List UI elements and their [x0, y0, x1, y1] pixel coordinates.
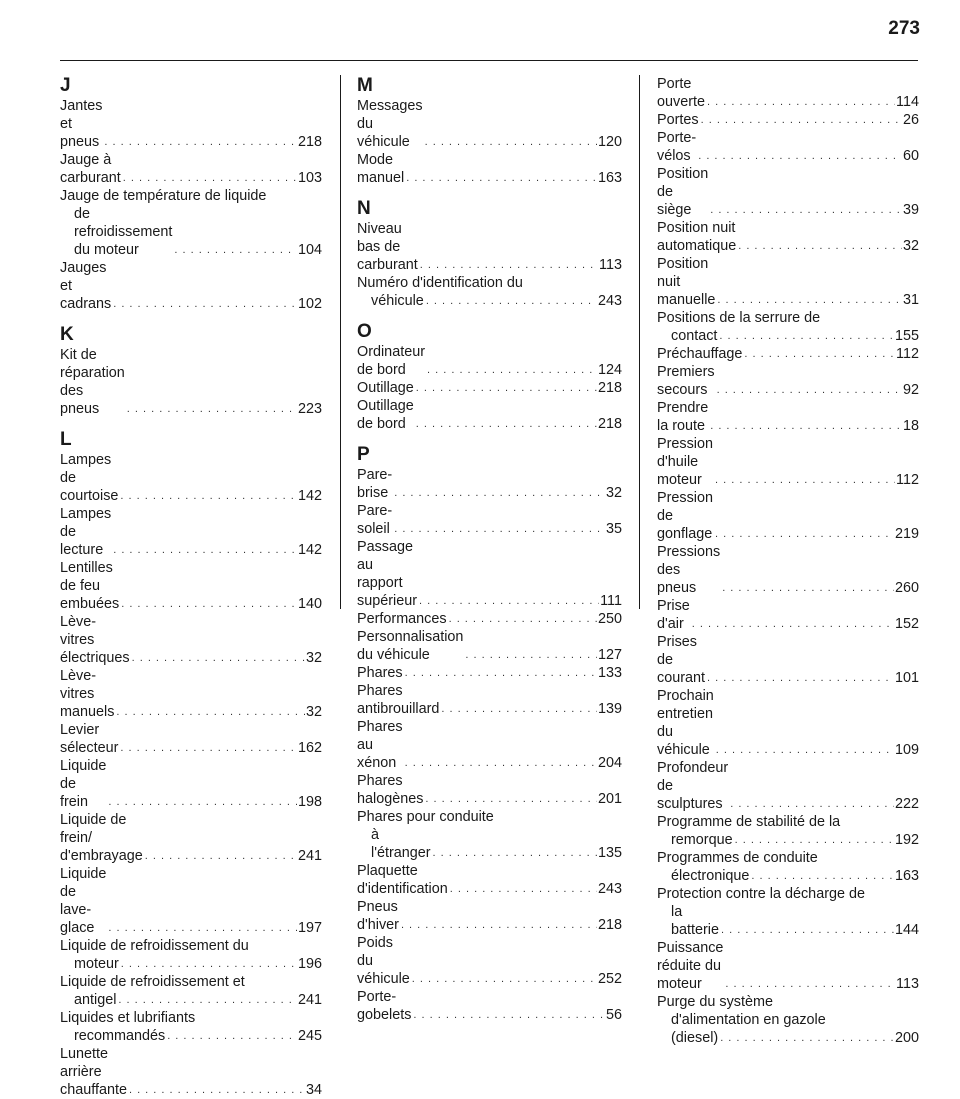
- index-entry-page: 56: [605, 1007, 622, 1023]
- index-entry: [357, 466, 622, 502]
- index-entry-text: Phares antibrouillard: [357, 683, 440, 717]
- index-entry-lead: Purge du système: [657, 994, 773, 1010]
- index-entry: [357, 898, 622, 934]
- dot-leader: [730, 797, 894, 811]
- dot-leader: [116, 705, 305, 719]
- dot-leader: [450, 882, 597, 896]
- index-entry-page: 218: [597, 416, 622, 432]
- index-entry-lead: Liquide de refroidissement du: [60, 938, 249, 954]
- index-entry-text: Puissance réduite du moteur: [657, 940, 724, 992]
- dot-leader: [719, 329, 894, 343]
- index-entry: [357, 151, 622, 187]
- index-entry-lead: Liquide de refroidissement et: [60, 974, 245, 990]
- index-entry-page: 101: [894, 670, 919, 686]
- index-entry-text: Personnalisation du véhicule: [357, 629, 464, 663]
- index-entry-text: la batterie: [671, 904, 719, 938]
- index-entry: [357, 664, 622, 682]
- index-entry: [357, 343, 622, 379]
- index-entry: [60, 205, 322, 259]
- index-entry-page: 39: [902, 202, 919, 218]
- dot-leader: [710, 419, 902, 433]
- index-entry-text: Messages du véhicule: [357, 98, 423, 150]
- page-number: 273: [888, 18, 920, 39]
- index-entry: [357, 862, 622, 898]
- index-entry-page: 92: [902, 382, 919, 398]
- dot-leader: [715, 527, 894, 541]
- dot-leader: [721, 923, 894, 937]
- index-entry-page: 219: [894, 526, 919, 542]
- index-entry-page: 31: [902, 292, 919, 308]
- index-entry-text: (diesel): [671, 1030, 719, 1046]
- index-entry-text: véhicule: [371, 293, 424, 309]
- index-entry-text: Pression d'huile moteur: [657, 436, 713, 488]
- index-entry: [657, 543, 919, 597]
- index-entry: [657, 75, 919, 111]
- dot-leader: [716, 743, 894, 757]
- index-entry-page: 245: [297, 1028, 322, 1044]
- index-entry-text: Jauge à carburant: [60, 152, 121, 186]
- index-entry-text: Lunette arrière chauffante: [60, 1046, 127, 1098]
- index-entry-text: Préchauffage: [657, 346, 743, 362]
- index-entry-text: Outillage: [357, 380, 414, 396]
- dot-leader: [167, 1029, 297, 1043]
- index-entry-text: Phares au xénon: [357, 719, 403, 771]
- index-entry-text: Premiers secours: [657, 364, 715, 398]
- index-entry-page: 35: [605, 521, 622, 537]
- index-entry-page: 218: [297, 134, 322, 150]
- index-entry-text: Porte-gobelets: [357, 989, 412, 1023]
- index-entry-text: Pression de gonflage: [657, 490, 713, 542]
- index-entry-page: 162: [297, 740, 322, 756]
- index-entry-text: Kit de réparation des pneus: [60, 347, 125, 417]
- dot-leader: [717, 383, 902, 397]
- index-entry-text: Prises de courant: [657, 634, 705, 686]
- dot-leader: [394, 522, 605, 536]
- index-entry-page: 18: [902, 418, 919, 434]
- dot-leader: [715, 473, 895, 487]
- dot-leader: [738, 239, 902, 253]
- index-entry-page: 243: [597, 293, 622, 309]
- index-entry-page: 218: [597, 380, 622, 396]
- index-letter-heading: K: [60, 324, 74, 345]
- index-entry-text: Liquide de frein/ d'embrayage: [60, 812, 143, 864]
- index-entry-text: Prendre la route: [657, 400, 709, 434]
- index-entry-text: Ordinateur de bord: [357, 344, 425, 378]
- index-entry-text: Lentilles de feu embuées: [60, 560, 120, 612]
- index-entry-page: 142: [297, 488, 322, 504]
- index-entry: [357, 292, 622, 310]
- dot-leader: [425, 135, 597, 149]
- index-entry-text: Pare-brise: [357, 467, 393, 501]
- index-entry-page: 155: [894, 328, 919, 344]
- index-entry: [357, 934, 622, 988]
- index-entry: [60, 1027, 322, 1045]
- index-entry: [657, 219, 919, 255]
- index-entry-lead: Liquides et lubrifiants: [60, 1010, 196, 1026]
- index-entry: [60, 757, 322, 811]
- index-entry-page: 140: [297, 596, 322, 612]
- index-entry: [60, 451, 322, 505]
- dot-leader: [722, 581, 894, 595]
- index-entry: [60, 811, 322, 865]
- index-entry: [657, 831, 919, 849]
- dot-leader: [707, 671, 894, 685]
- index-entry-page: 139: [597, 701, 622, 717]
- dot-leader: [118, 993, 297, 1007]
- index-entry-text: Performances: [357, 611, 447, 627]
- index-entry-page: 163: [597, 170, 622, 186]
- index-entry-page: 111: [600, 593, 622, 609]
- index-entry-page: 218: [597, 917, 622, 933]
- index-entry-page: 112: [896, 346, 919, 362]
- dot-leader: [735, 833, 894, 847]
- dot-leader: [416, 417, 597, 431]
- index-entry-text: contact: [671, 328, 718, 344]
- index-entry-text: Pare-soleil: [357, 503, 393, 537]
- index-entry-text: Pressions des pneus: [657, 544, 721, 596]
- dot-leader: [710, 203, 902, 217]
- index-entry: [60, 559, 322, 613]
- index-entry: [357, 610, 622, 628]
- index-entry-text: Plaquette d'identification: [357, 863, 448, 897]
- column-divider: [340, 75, 341, 609]
- index-entry: [657, 939, 919, 993]
- index-entry-page: 163: [894, 868, 919, 884]
- index-entry-page: 32: [902, 238, 919, 254]
- index-entry-text: Porte-vélos: [657, 130, 697, 164]
- index-entry-lead: Numéro d'identification du: [357, 275, 523, 291]
- index-entry-lead: Phares pour conduite: [357, 809, 494, 825]
- index-entry: [657, 345, 919, 363]
- index-entry: [60, 1045, 322, 1099]
- index-entry-text: Lampes de courtoise: [60, 452, 119, 504]
- index-entry-lead: Protection contre la décharge de: [657, 886, 865, 902]
- index-entry-page: 32: [605, 485, 622, 501]
- dot-leader: [427, 363, 597, 377]
- index-entry: [357, 772, 622, 808]
- index-entry: [657, 687, 919, 759]
- index-entry-text: recommandés: [74, 1028, 166, 1044]
- index-entry-text: Phares halogènes: [357, 773, 424, 807]
- index-entry: [60, 991, 322, 1009]
- index-entry-text: remorque: [671, 832, 733, 848]
- index-entry-text: Liquide de frein: [60, 758, 107, 810]
- dot-leader: [145, 849, 297, 863]
- dot-leader: [692, 617, 894, 631]
- index-entry-page: 241: [297, 848, 322, 864]
- index-entry-page: 114: [896, 94, 919, 110]
- index-entry: [657, 489, 919, 543]
- index-entry: [60, 259, 322, 313]
- index-entry-lead: Programme de stabilité de la: [657, 814, 841, 830]
- index-entry-text: Passage au rapport supérieur: [357, 539, 417, 609]
- index-entry-page: 32: [305, 704, 322, 720]
- index-entry: [657, 1029, 919, 1047]
- index-letter-heading: M: [357, 75, 373, 96]
- index-entry-page: 241: [297, 992, 322, 1008]
- index-entry: [657, 363, 919, 399]
- dot-leader: [132, 651, 305, 665]
- dot-leader: [720, 1031, 894, 1045]
- index-entry-page: 250: [597, 611, 622, 627]
- index-entry: [357, 682, 622, 718]
- index-entry-text: Portes: [657, 112, 699, 128]
- index-entry-text: moteur: [74, 956, 119, 972]
- index-entry-text: Phares: [357, 665, 403, 681]
- index-entry: [60, 613, 322, 667]
- index-entry-text: Liquide de lave-glace: [60, 866, 107, 936]
- dot-leader: [420, 258, 598, 272]
- index-entry: [60, 97, 322, 151]
- index-entry-page: 135: [597, 845, 622, 861]
- dot-leader: [394, 486, 605, 500]
- index-entry: [657, 327, 919, 345]
- dot-leader: [419, 594, 599, 608]
- index-column-2: [357, 75, 622, 1024]
- index-entry-text: Prise d'air: [657, 598, 690, 632]
- index-column-1: [60, 75, 322, 1099]
- index-entry-page: 197: [297, 920, 322, 936]
- dot-leader: [120, 489, 297, 503]
- dot-leader: [108, 795, 297, 809]
- dot-leader: [433, 846, 597, 860]
- index-entry-page: 102: [297, 296, 322, 312]
- dot-leader: [449, 612, 597, 626]
- index-entry-page: 144: [894, 922, 919, 938]
- index-letter-heading: P: [357, 444, 370, 465]
- dot-leader: [441, 702, 597, 716]
- index-letter-heading: N: [357, 198, 371, 219]
- index-entry: [657, 255, 919, 309]
- index-entry: [657, 759, 919, 813]
- index-entry: [60, 667, 322, 721]
- index-entry: [657, 903, 919, 939]
- index-entry: [357, 97, 622, 151]
- index-entry-lead: Programmes de conduite: [657, 850, 818, 866]
- index-entry-page: 124: [597, 362, 622, 378]
- index-entry: [657, 129, 919, 165]
- index-entry-text: de refroidissement du moteur: [74, 206, 173, 258]
- index-entry: [357, 628, 622, 664]
- dot-leader: [127, 402, 297, 416]
- dot-leader: [405, 756, 597, 770]
- dot-leader: [744, 347, 895, 361]
- header-rule: [60, 60, 918, 61]
- index-entry-text: Lève-vitres électriques: [60, 614, 130, 666]
- dot-leader: [698, 149, 902, 163]
- index-entry-page: 32: [305, 650, 322, 666]
- index-letter-heading: L: [60, 429, 72, 450]
- index-entry-text: Pneus d'hiver: [357, 899, 399, 933]
- index-entry-page: 127: [597, 647, 622, 663]
- index-entry: [657, 633, 919, 687]
- index-entry-text: Niveau bas de carburant: [357, 221, 418, 273]
- index-entry-lead: Positions de la serrure de: [657, 310, 821, 326]
- dot-leader: [104, 135, 297, 149]
- index-entry: [357, 397, 622, 433]
- index-entry-page: 113: [599, 257, 622, 273]
- index-entry: [357, 502, 622, 538]
- index-entry: [60, 955, 322, 973]
- index-entry: [357, 718, 622, 772]
- index-entry-page: 198: [297, 794, 322, 810]
- index-entry-page: 142: [297, 542, 322, 558]
- index-entry: [657, 597, 919, 633]
- index-entry-lead: Jauge de température de liquide: [60, 188, 267, 204]
- dot-leader: [113, 297, 297, 311]
- dot-leader: [123, 171, 297, 185]
- dot-leader: [412, 972, 597, 986]
- index-entry-page: 252: [597, 971, 622, 987]
- index-entry: [357, 220, 622, 274]
- index-entry-page: 223: [297, 401, 322, 417]
- index-entry: [657, 867, 919, 885]
- dot-leader: [426, 294, 597, 308]
- index-entry-page: 192: [894, 832, 919, 848]
- index-entry-text: Prochain entretien du véhicule: [657, 688, 714, 758]
- index-entry-lead: d'alimentation en gazole: [671, 1012, 826, 1028]
- dot-leader: [108, 921, 297, 935]
- dot-leader: [751, 869, 894, 883]
- index-entry-text: Lampes de lecture: [60, 506, 112, 558]
- index-entry: [357, 988, 622, 1024]
- index-entry-page: 201: [597, 791, 622, 807]
- index-entry: [60, 151, 322, 187]
- dot-leader: [701, 113, 902, 127]
- index-entry-page: 103: [297, 170, 322, 186]
- index-entry: [657, 165, 919, 219]
- index-entry: [357, 826, 622, 862]
- dot-leader: [120, 741, 297, 755]
- index-entry-page: 60: [902, 148, 919, 164]
- dot-leader: [707, 95, 895, 109]
- index-entry-page: 222: [894, 796, 919, 812]
- index-entry: [357, 379, 622, 397]
- index-entry-text: Jauges et cadrans: [60, 260, 112, 312]
- dot-leader: [406, 171, 597, 185]
- index-entry-page: 34: [305, 1082, 322, 1098]
- index-entry-text: Position nuit automatique: [657, 220, 737, 254]
- index-column-3: [657, 75, 919, 1047]
- dot-leader: [425, 792, 597, 806]
- dot-leader: [717, 293, 902, 307]
- index-entry-page: 204: [597, 755, 622, 771]
- index-entry-text: Mode manuel: [357, 152, 405, 186]
- dot-leader: [405, 666, 597, 680]
- dot-leader: [725, 977, 895, 991]
- dot-leader: [121, 597, 297, 611]
- dot-leader: [121, 957, 297, 971]
- index-entry-text: Position nuit manuelle: [657, 256, 716, 308]
- index-entry: [657, 435, 919, 489]
- index-entry-text: Position de siège: [657, 166, 709, 218]
- index-entry-page: 243: [597, 881, 622, 897]
- index-entry: [657, 111, 919, 129]
- index-entry-page: 109: [894, 742, 919, 758]
- index-entry-page: 152: [894, 616, 919, 632]
- index-entry: [60, 865, 322, 937]
- column-divider: [639, 75, 640, 609]
- index-entry-text: antigel: [74, 992, 117, 1008]
- index-entry-text: Levier sélecteur: [60, 722, 119, 756]
- dot-leader: [413, 1008, 605, 1022]
- index-letter-heading: O: [357, 321, 372, 342]
- index-entry-text: Lève-vitres manuels: [60, 668, 115, 720]
- index-entry-text: Poids du véhicule: [357, 935, 410, 987]
- index-entry-text: électronique: [671, 868, 750, 884]
- dot-leader: [401, 918, 597, 932]
- index-entry: [60, 505, 322, 559]
- index-entry-text: Porte ouverte: [657, 76, 705, 110]
- index-letter-heading: J: [60, 75, 71, 96]
- index-entry-page: 196: [297, 956, 322, 972]
- index-entry: [657, 399, 919, 435]
- index-entry: [357, 538, 622, 610]
- index-entry-text: à l'étranger: [371, 827, 431, 861]
- index-entry: [60, 721, 322, 757]
- index-entry-page: 120: [597, 134, 622, 150]
- index-entry-text: Profondeur de sculptures: [657, 760, 729, 812]
- index-entry-text: Outillage de bord: [357, 398, 414, 432]
- index-entry-page: 112: [896, 472, 919, 488]
- dot-leader: [465, 648, 597, 662]
- index-entry-page: 104: [297, 242, 322, 258]
- dot-leader: [129, 1083, 305, 1097]
- index-entry-page: 260: [894, 580, 919, 596]
- dot-leader: [113, 543, 297, 557]
- index-entry-page: 200: [894, 1030, 919, 1046]
- index-entry-page: 113: [896, 976, 919, 992]
- index-entry-text: Jantes et pneus: [60, 98, 103, 150]
- index-entry-page: 26: [902, 112, 919, 128]
- index-entry: [60, 346, 322, 418]
- dot-leader: [416, 381, 597, 395]
- dot-leader: [174, 243, 297, 257]
- index-entry-page: 133: [597, 665, 622, 681]
